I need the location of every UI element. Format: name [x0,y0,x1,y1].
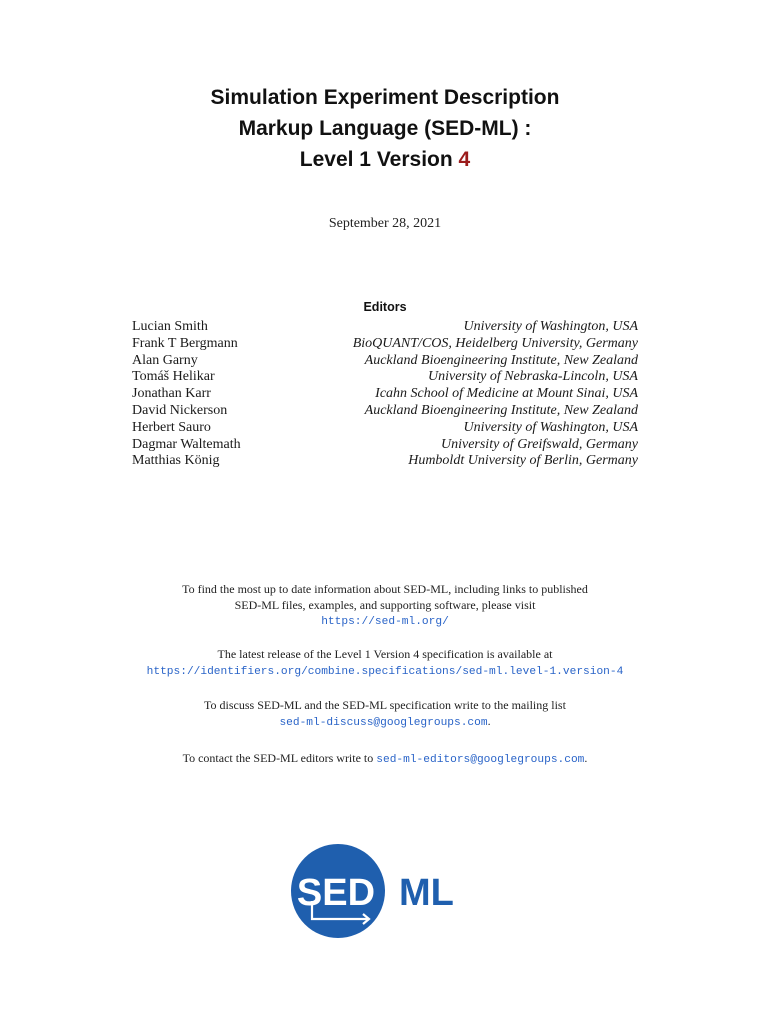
website-link[interactable]: https://sed-ml.org/ [321,616,449,628]
info-text: SED-ML files, examples, and supporting software, please visit [234,597,536,612]
editor-row [132,353,638,370]
editor-affiliation: Auckland Bioengineering Institute, New Zealand [364,352,638,368]
info-paragraph-discuss [0,698,770,731]
info-text: . [487,713,491,728]
info-text: To find the most up to date information about SED-ML, including links to published [182,582,588,596]
editor-row [132,420,638,437]
editor-name: Herbert Sauro [132,419,211,435]
editor-affiliation: University of Greifswald, Germany [440,436,638,452]
editor-name: Dagmar Waltemath [132,436,241,452]
editor-name: Lucian Smith [132,319,208,334]
editors-email-link[interactable]: sed-ml-editors@googlegroups.com [376,754,585,766]
editors-list [132,319,638,470]
editor-affiliation: BioQUANT/COS, Heidelberg University, Germany [352,335,638,351]
info-text: To contact the SED-ML editors write to [182,751,377,765]
editor-row [132,336,638,353]
editor-name: Matthias König [132,453,220,469]
discuss-mailing-list-link[interactable]: sed-ml-discuss@googlegroups.com [279,716,488,729]
editor-name: Jonathan Karr [132,386,211,402]
editor-row [132,453,638,470]
editor-name: David Nickerson [132,402,228,418]
editor-affiliation: University of Nebraska-Lincoln, USA [428,369,638,385]
logo-text-ml: ML [399,872,454,914]
info-text: To discuss SED-ML and the SED-ML specification write to the mailing list [204,698,566,712]
info-text: The latest release of the Level 1 Version 4 specification is available at [217,647,553,661]
editor-name: Frank T Bergmann [132,335,238,351]
editor-row [132,369,638,386]
logo-text-sed: SED [296,872,376,914]
editor-affiliation: University of Washington, USA [463,419,638,435]
document-title [0,82,770,175]
editor-name: Alan Garny [132,352,198,368]
title-version-number: 4 [458,148,471,171]
editors-heading: Editors [363,300,407,314]
editor-affiliation: Icahn School of Medicine at Mount Sinai, USA [375,386,638,402]
editor-row [132,319,638,336]
editor-affiliation: Auckland Bioengineering Institute, New Zealand [364,402,638,418]
title-line-2: Markup Language (SED-ML) : [238,117,532,140]
sedml-logo [290,843,480,939]
title-level-text: Level 1 Version [299,148,459,171]
editor-row [132,403,638,420]
editor-affiliation: University of Washington, USA [463,319,638,334]
editor-affiliation: Humboldt University of Berlin, Germany [408,453,638,469]
info-paragraph-release [0,647,770,680]
editor-row [132,437,638,454]
info-text: . [584,751,588,765]
title-line-3 [0,144,770,175]
editor-row [132,386,638,403]
specification-link[interactable]: https://identifiers.org/combine.specifications/sed-ml.level-1.version-4 [146,665,624,678]
info-paragraph-contact [0,751,770,769]
editor-name: Tomáš Helikar [132,369,215,385]
title-line-1: Simulation Experiment Description [210,86,560,109]
info-paragraph-website [0,582,770,631]
document-date: September 28, 2021 [328,216,442,231]
